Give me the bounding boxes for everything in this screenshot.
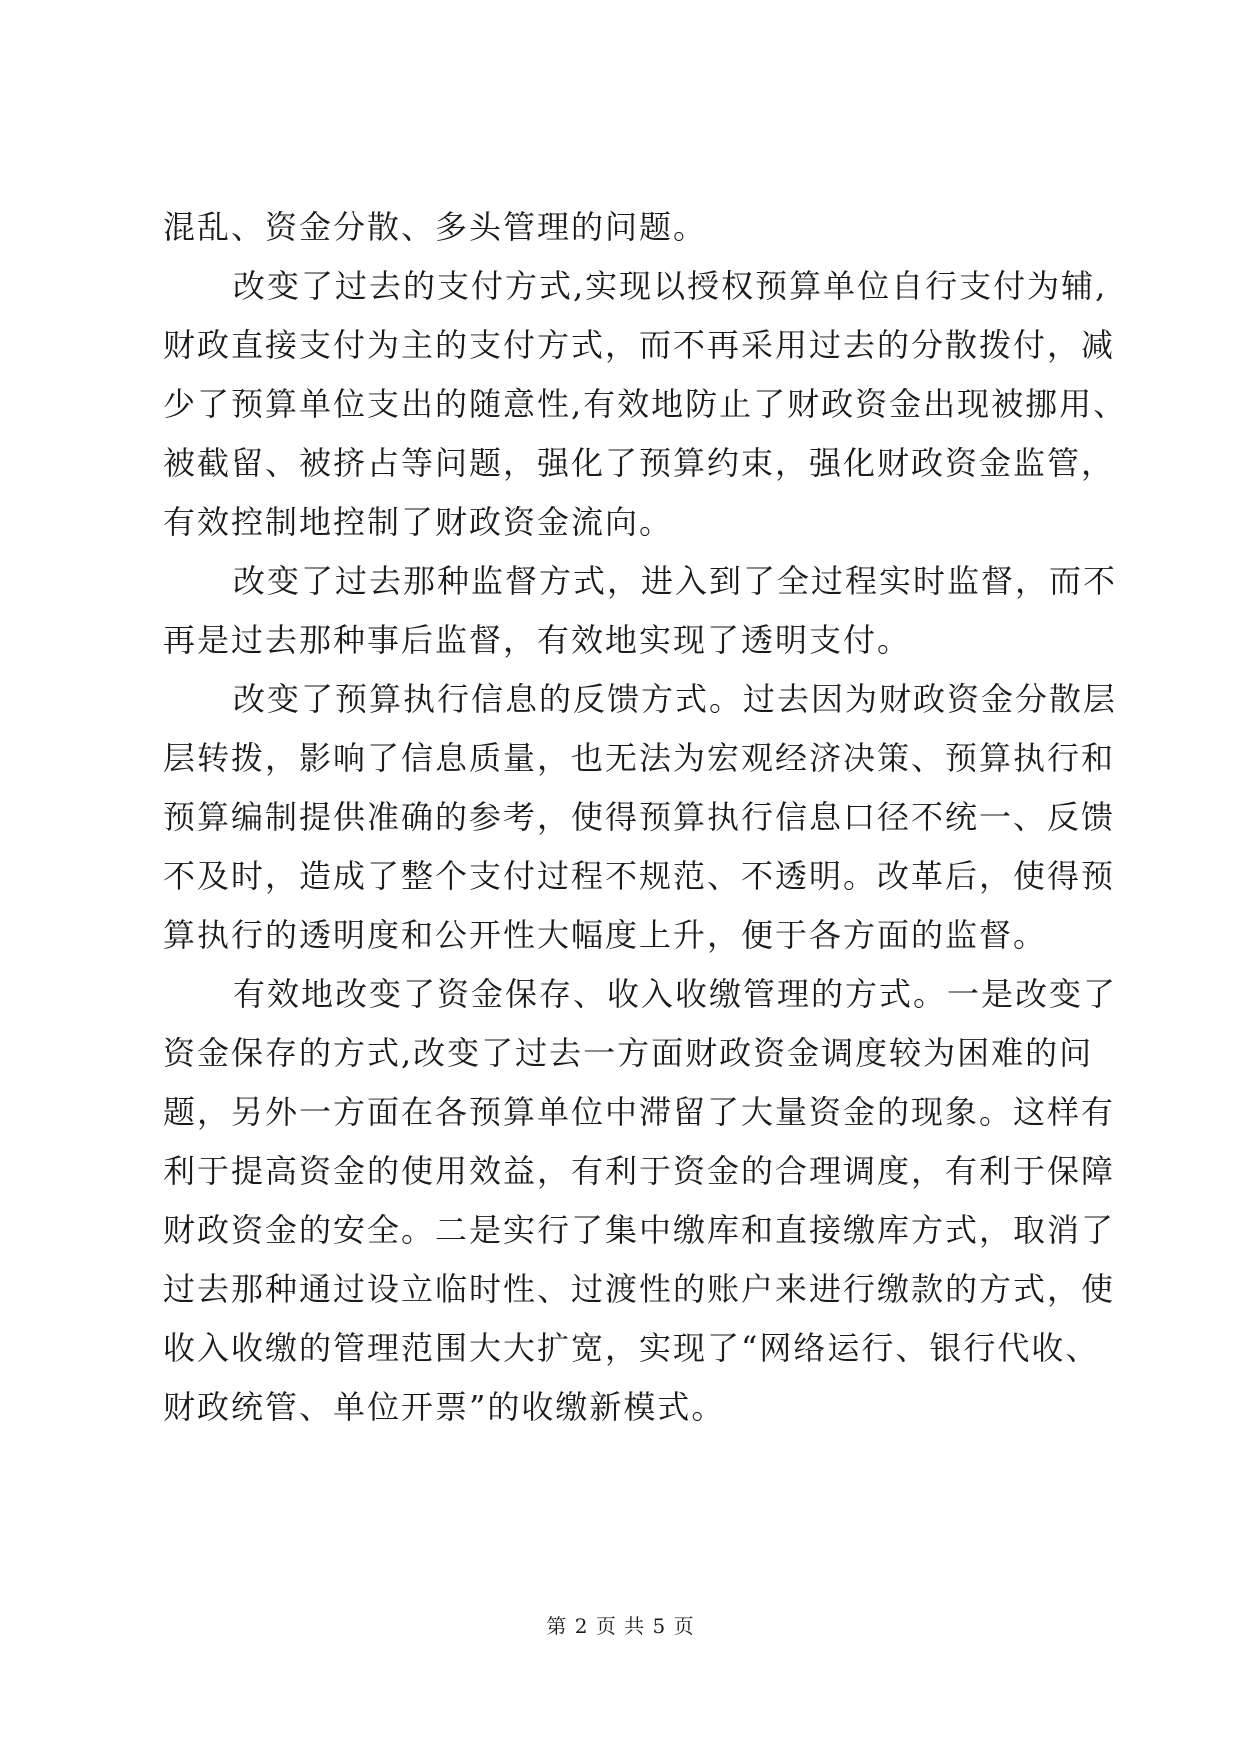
text-line: 题，另外一方面在各预算单位中滞留了大量资金的现象。这样有	[163, 1093, 1116, 1131]
text-line: 算执行的透明度和公开性大幅度上升，便于各方面的监督。	[163, 916, 1048, 954]
page-number-footer: 第 2 页 共 5 页	[546, 1614, 695, 1638]
text-line: 有效地改变了资金保存、收入收缴管理的方式。一是改变了	[233, 975, 1118, 1013]
text-line: 有效控制地控制了财政资金流向。	[163, 503, 674, 541]
text-line: 改变了预算执行信息的反馈方式。过去因为财政资金分散层	[233, 680, 1118, 718]
text-line: 再是过去那种事后监督，有效地实现了透明支付。	[163, 621, 912, 659]
text-line: 改变了过去的支付方式,实现以授权预算单位自行支付为辅,	[233, 267, 1108, 305]
text-line: 财政资金的安全。二是实行了集中缴库和直接缴库方式，取消了	[163, 1211, 1116, 1249]
text-line: 少了预算单位支出的随意性,有效地防止了财政资金出现被挪用、	[163, 385, 1128, 423]
text-line: 预算编制提供准确的参考，使得预算执行信息口径不统一、反馈	[163, 798, 1116, 836]
text-line: 财政直接支付为主的支付方式，而不再采用过去的分散拨付，减	[163, 326, 1116, 364]
text-line: 资金保存的方式,改变了过去一方面财政资金调度较为困难的问	[163, 1034, 1094, 1072]
text-line: 过去那种通过设立临时性、过渡性的账户来进行缴款的方式，使	[163, 1270, 1116, 1308]
text-line: 改变了过去那种监督方式，进入到了全过程实时监督，而不	[233, 562, 1118, 600]
text-line: 收入收缴的管理范围大大扩宽，实现了“网络运行、银行代收、	[163, 1329, 1100, 1367]
text-line: 不及时，造成了整个支付过程不规范、不透明。改革后，使得预	[163, 857, 1116, 895]
text-line: 利于提高资金的使用效益，有利于资金的合理调度，有利于保障	[163, 1152, 1116, 1190]
text-line: 混乱、资金分散、多头管理的问题。	[163, 208, 708, 246]
text-line: 财政统管、单位开票”的收缴新模式。	[163, 1388, 726, 1426]
text-line: 被截留、被挤占等问题，强化了预算约束，强化财政资金监管，	[163, 444, 1116, 482]
text-line: 层转拨，影响了信息质量，也无法为宏观经济决策、预算执行和	[163, 739, 1116, 777]
document-body	[163, 198, 1128, 1437]
